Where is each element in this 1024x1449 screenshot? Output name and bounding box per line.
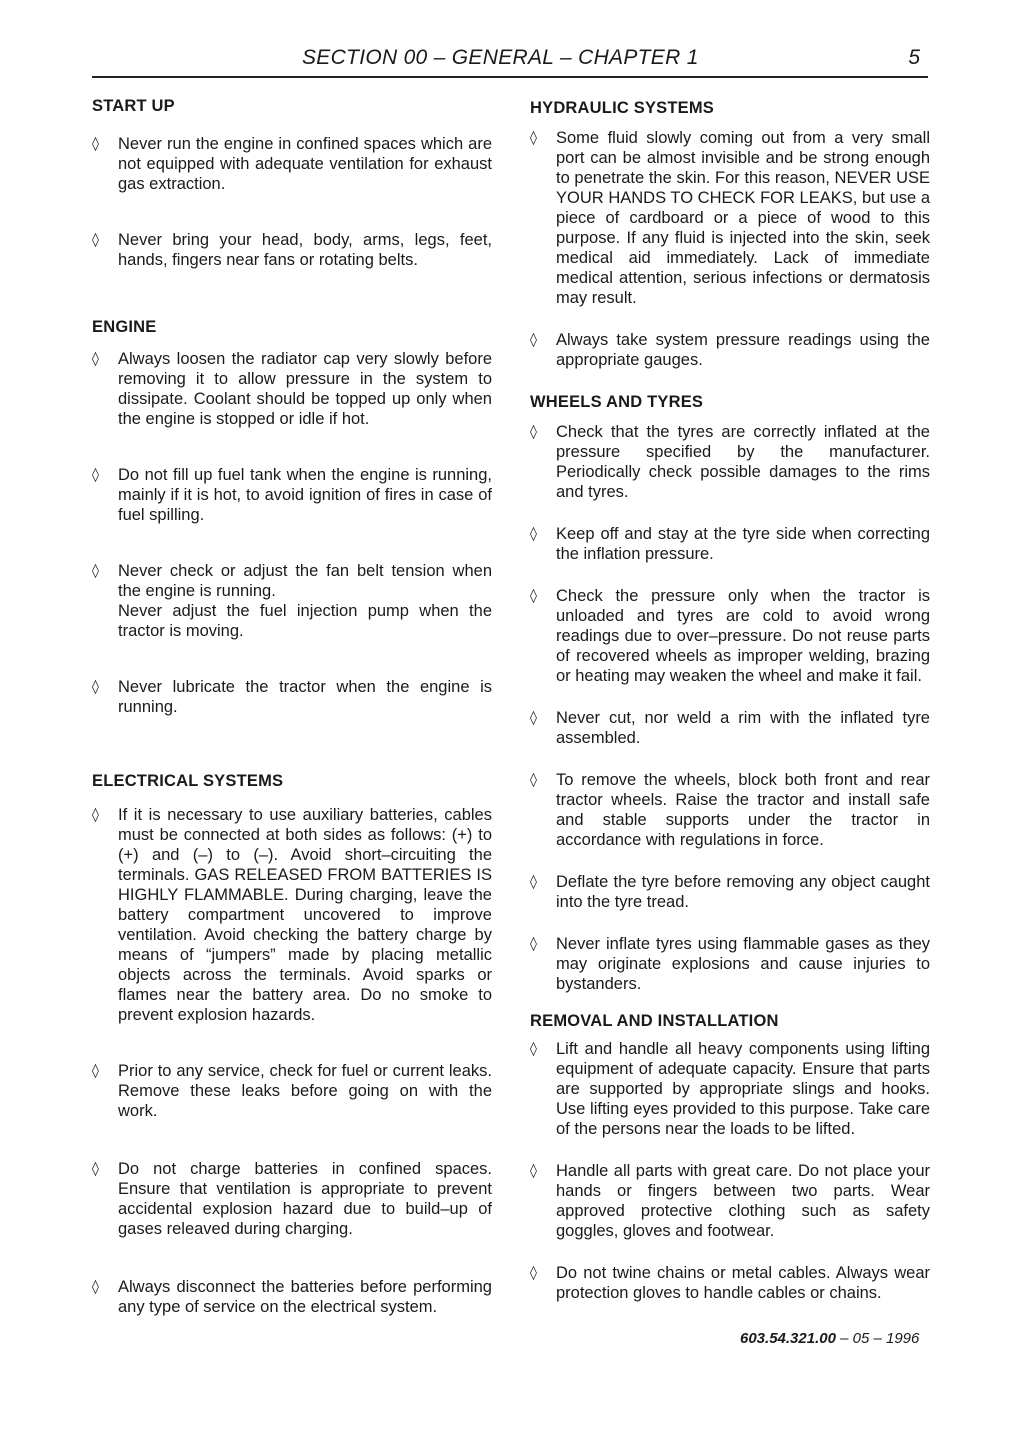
diamond-bullet-icon: ◊ — [530, 424, 537, 440]
section-wheels — [530, 393, 930, 994]
section-hydraulic — [530, 99, 930, 370]
list-item: ◊ To remove the wheels, block both front and rear tractor wheels. Raise the tractor and install safe and stable supports under the tractor in accordance with regulations in force. — [530, 771, 930, 849]
diamond-bullet-icon: ◊ — [92, 1161, 99, 1177]
list-item: ◊ Handle all parts with great care. Do not place your hands or fingers between two parts. Wear approved protective clothing such as safety goggles, gloves and footwear. — [530, 1162, 930, 1240]
list-item: ◊ Always loosen the radiator cap very slowly before removing it to allow pressure in the system to dissipate. Coolant should be topped up only when the engine is stopped or idle if hot. — [92, 350, 492, 428]
diamond-bullet-icon: ◊ — [530, 1265, 537, 1281]
list-item: ◊ Always disconnect the batteries before performing any type of service on the electrical system. — [92, 1278, 492, 1316]
page-header — [92, 44, 928, 78]
section-electrical — [92, 772, 492, 1317]
section-heading: WHEELS AND TYRES — [530, 393, 704, 411]
list-item: ◊ Check the pressure only when the tractor is unloaded and tyres are cold to avoid wrong readings due to over–pressure. Do not reuse parts of recovered wheels as improper welding, brazing or heating may weaken the wheel and make it fail. — [530, 587, 930, 685]
list-item: ◊ Some fluid slowly coming out from a very small port can be almost invisible and be strong enough to penetrate the skin. For this reason, NEVER USE YOUR HANDS TO CHECK FOR LEAKS, but use a piece of cardboard or a piece of wood to this purpose. If any fluid is injected into the skin, seek medical aid immediately. Lack of immediate medical attention, serious infections or dermatosis may result. — [530, 129, 930, 307]
diamond-bullet-icon: ◊ — [92, 807, 99, 823]
list-item: ◊ Do not charge batteries in confined spaces. Ensure that ventilation is appropriate to prevent accidental explosion hazard due to build–up of gases releaved during charging. — [92, 1160, 492, 1238]
list-item: ◊ Do not twine chains or metal cables. Always wear protection gloves to handle cables or chains. — [530, 1264, 930, 1302]
document-number: 603.54.321.00 — [740, 1330, 836, 1347]
section-start-up — [92, 97, 492, 270]
section-title: SECTION 00 – GENERAL – CHAPTER 1 — [302, 46, 699, 69]
list-item: ◊ Never inflate tyres using flammable gases as they may originate explosions and cause injuries to bystanders. — [530, 935, 930, 993]
diamond-bullet-icon: ◊ — [92, 232, 99, 248]
diamond-bullet-icon: ◊ — [92, 563, 99, 579]
list-item: ◊ Never check or adjust the fan belt tension when the engine is running. Never adjust the fuel injection pump when the tractor is moving. — [92, 562, 492, 640]
list-item: ◊ If it is necessary to use auxiliary batteries, cables must be connected at both sides as follows: (+) to (+) and (–) to (–). Avoid short–circuiting the terminals. GAS RELEASED FROM BATTERIES IS HIGHLY FLAMMABLE. During charging, leave the battery compartment uncovered to improve ventilation. Avoid checking the battery charge by means of “jumpers” made by placing metallic objects across the terminals. Avoid sparks or flames near the battery area. Do no smoke to prevent explosion hazards. — [92, 806, 492, 1024]
document-date: – 05 – 1996 — [835, 1330, 920, 1347]
list-item: ◊ Check that the tyres are correctly inflated at the pressure specified by the manufacturer. Periodically check possible damages to the rims and tyres. — [530, 423, 930, 501]
list-item: ◊ Prior to any service, check for fuel or current leaks. Remove these leaks before going on with the work. — [92, 1062, 492, 1120]
list-item: ◊ Never bring your head, body, arms, legs, feet, hands, fingers near fans or rotating belts. — [92, 231, 492, 269]
list-item: ◊ Deflate the tyre before removing any object caught into the tyre tread. — [530, 873, 930, 911]
diamond-bullet-icon: ◊ — [530, 130, 537, 146]
diamond-bullet-icon: ◊ — [530, 332, 537, 348]
list-item: ◊ Never cut, nor weld a rim with the inflated tyre assembled. — [530, 709, 930, 747]
diamond-bullet-icon: ◊ — [92, 467, 99, 483]
diamond-bullet-icon: ◊ — [530, 588, 537, 604]
diamond-bullet-icon: ◊ — [530, 874, 537, 890]
list-item: ◊ Never lubricate the tractor when the engine is running. — [92, 678, 492, 716]
list-item: ◊ Lift and handle all heavy components using lifting equipment of adequate capacity. Ensure that parts are supported by appropriate slings and hooks. Use lifting eyes provided to this purpose. Take care of the persons near the loads to be lifted. — [530, 1040, 930, 1138]
document-reference — [740, 1330, 919, 1347]
diamond-bullet-icon: ◊ — [530, 772, 537, 788]
section-heading: ENGINE — [92, 318, 157, 336]
section-heading: HYDRAULIC SYSTEMS — [530, 99, 714, 117]
list-item: ◊ Always take system pressure readings using the appropriate gauges. — [530, 331, 930, 369]
diamond-bullet-icon: ◊ — [530, 1163, 537, 1179]
list-item: ◊ Do not fill up fuel tank when the engine is running, mainly if it is hot, to avoid ignition of fires in case of fuel spilling. — [92, 466, 492, 524]
diamond-bullet-icon: ◊ — [530, 1041, 537, 1057]
diamond-bullet-icon: ◊ — [92, 1063, 99, 1079]
diamond-bullet-icon: ◊ — [530, 710, 537, 726]
list-item: ◊ Keep off and stay at the tyre side when correcting the inflation pressure. — [530, 525, 930, 563]
diamond-bullet-icon: ◊ — [530, 526, 537, 542]
diamond-bullet-icon: ◊ — [92, 351, 99, 367]
diamond-bullet-icon: ◊ — [92, 679, 99, 695]
diamond-bullet-icon: ◊ — [92, 1279, 99, 1295]
page-number: 5 — [908, 46, 920, 69]
section-heading: ELECTRICAL SYSTEMS — [92, 772, 284, 790]
section-engine — [92, 318, 492, 717]
section-heading: REMOVAL AND INSTALLATION — [530, 1012, 779, 1030]
list-item: ◊ Never run the engine in confined spaces which are not equipped with adequate ventilation for exhaust gas extraction. — [92, 135, 492, 193]
diamond-bullet-icon: ◊ — [92, 136, 99, 152]
section-removal — [530, 1012, 930, 1303]
diamond-bullet-icon: ◊ — [530, 936, 537, 952]
section-heading: START UP — [92, 97, 175, 115]
